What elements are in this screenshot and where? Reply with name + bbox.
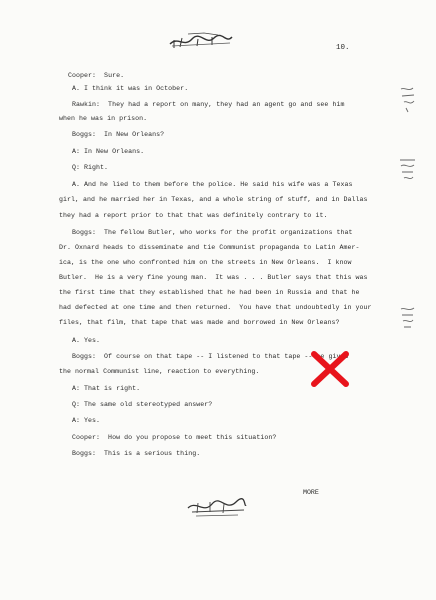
transcript-line: A: In New Orleans. (72, 148, 145, 155)
transcript-line: A. I think it was in October. (72, 85, 189, 92)
page-number: 10. (336, 44, 350, 52)
transcript-line: Boggs: Of course on that tape -- I listened to that tape -- he gives (72, 353, 349, 360)
transcript-line: the first time that they established that he had been in Russia and that he (59, 289, 360, 296)
transcript-line: A. And he lied to them before the police. He said his wife was a Texas (72, 181, 353, 188)
margin-mark-lower (398, 305, 418, 331)
margin-mark-top (398, 84, 418, 114)
transcript-line: A. Yes. (72, 337, 101, 344)
transcript-line: A: That is right. (72, 385, 141, 392)
transcript-line: A: Yes. (72, 417, 101, 424)
transcript-line: Cooper: Sure. (68, 72, 125, 79)
transcript-line: Dr. Oxnard heads to disseminate and tie Communist propaganda to Latin Amer- (59, 244, 360, 251)
transcript-line: Boggs: In New Orleans? (72, 131, 165, 138)
transcript-line: Butler. He is a very fine young man. It was . . . Butler says that this was (59, 274, 368, 281)
transcript-line: the normal Communist line, reaction to everything. (59, 368, 260, 375)
transcript-line: Boggs: This is a serious thing. (72, 450, 201, 457)
transcript-line: Cooper: How do you propose to meet this situation? (72, 434, 277, 441)
transcript-line: Q: The same old stereotyped answer? (72, 401, 213, 408)
transcript-line: girl, and he married her in Texas, and a whole string of stuff, and in Dallas (59, 196, 368, 203)
transcript-line: files, that film, that tape that was made and borrowed in New Orleans? (59, 319, 340, 326)
transcript-line: had defected at one time and then returned. You have that undoubtedly in your (59, 304, 372, 311)
red-x-mark (310, 350, 350, 388)
more-label: MORE (303, 489, 319, 496)
transcript-line: Boggs: The fellow Butler, who works for the profit organizations that (72, 229, 353, 236)
margin-mark-middle (398, 156, 418, 184)
transcript-line: ica, is the one who confronted him on the streets in New Orleans. I know (59, 259, 352, 266)
transcript-line: Q: Right. (72, 164, 109, 171)
transcript-line: when he was in prison. (59, 115, 148, 122)
transcript-line: they had a report prior to that that was definitely contrary to it. (59, 212, 328, 219)
bottom-footer-scribble (186, 496, 248, 524)
top-header-scribble (168, 30, 234, 52)
transcript-line: Rawkin: They had a report on many, they had an agent go and see him (72, 101, 345, 108)
